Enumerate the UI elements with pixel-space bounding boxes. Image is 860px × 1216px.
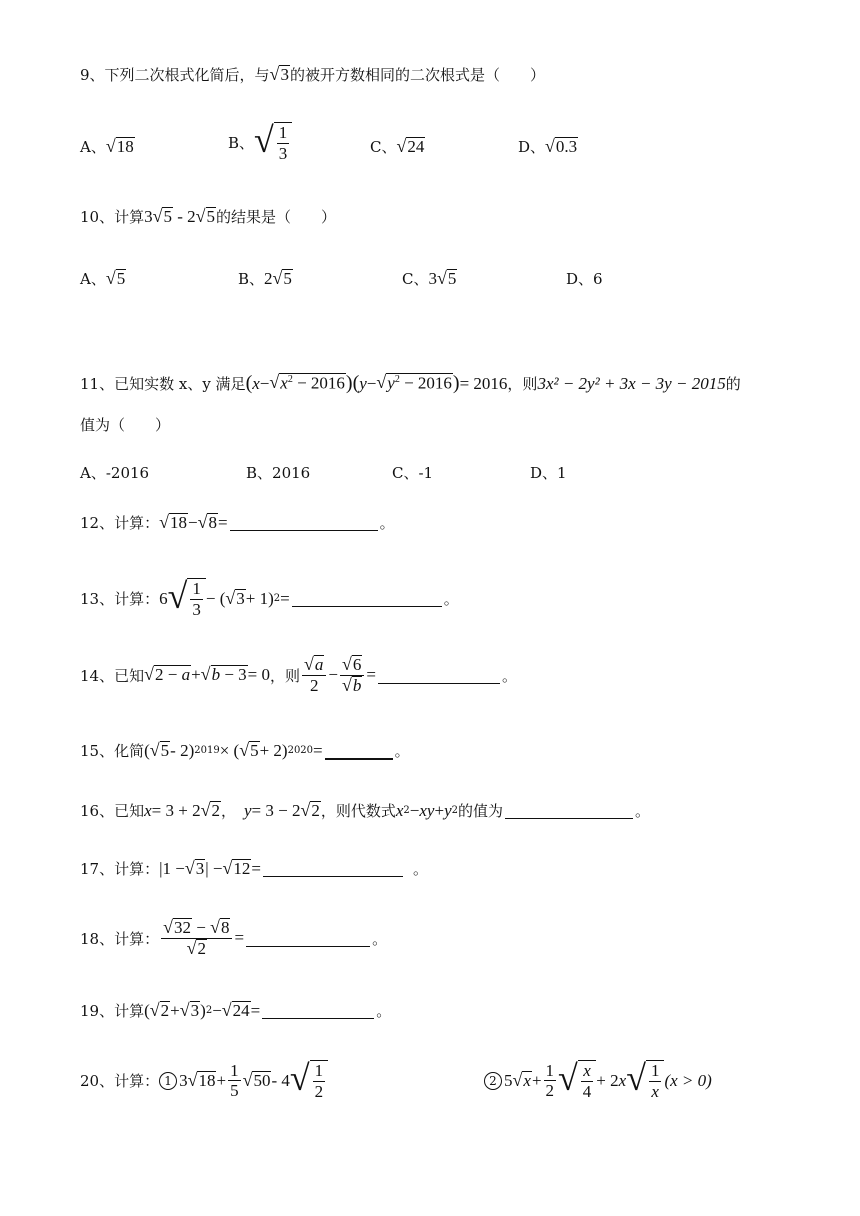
question-20-part-1: 20、计算： 1 3 √ 18 + $\frac{1}{5}$ √ 50 - 4 √ $\frac{1}{2}$ bbox=[80, 1060, 328, 1101]
question-17: 17、计算： |1 − √ 3 | − √ 12 = 。 bbox=[80, 857, 428, 878]
question-10: 10、计算 3 √ 5 - 2 √ 5 的结果是（ ） bbox=[80, 205, 337, 226]
q11-option-b[interactable]: B、2016 bbox=[246, 464, 311, 482]
circled-number-2: 2 bbox=[484, 1072, 502, 1090]
q14-answer-blank[interactable] bbox=[378, 667, 500, 684]
question-16: 16、已知 x = 3 + 2 √ 2 ， y = 3 − 2 √ 2 ，则代数式 x 2 − xy + y 2 的值为 。 bbox=[80, 799, 651, 820]
question-20-part-2: 2 5 √ x + $\frac{1}{2}$ √ $\frac{x}{4}$ + 2 x √ $\frac{1}{x}$ (x > 0) bbox=[484, 1060, 712, 1101]
question-18: 18、计算： √ 32 − √ 8 √ 2 = 。 bbox=[80, 917, 388, 958]
q11-option-c[interactable]: C、-1 bbox=[392, 464, 434, 482]
q9-option-a[interactable]: A、 √ 18 bbox=[80, 135, 134, 156]
q10-option-a[interactable]: A、 √ 5 bbox=[80, 267, 126, 288]
question-15: 15、化简 ( √ 5 - 2) 2019 × ( √ 5 + 2) 2020 = 。 bbox=[80, 739, 410, 760]
q9-option-d[interactable]: D、 √ 0.3 bbox=[518, 135, 578, 156]
q13-answer-blank[interactable] bbox=[292, 590, 442, 607]
q10-option-d[interactable]: D、 6 bbox=[566, 269, 603, 288]
question-12: 12、计算： √ 18 − √ 8 = 。 bbox=[80, 511, 395, 532]
q11-option-d[interactable]: D、1 bbox=[530, 464, 567, 482]
q17-answer-blank[interactable] bbox=[263, 860, 403, 877]
q9-prefix: 9、下列二次根式化简后，与 bbox=[80, 66, 270, 84]
q12-answer-blank[interactable] bbox=[230, 514, 378, 531]
q15-answer-blank[interactable] bbox=[325, 742, 393, 760]
question-9 bbox=[80, 64, 545, 85]
question-19: 19、计算 ( √ 2 + √ 3 ) 2 − √ 24 = 。 bbox=[80, 999, 392, 1020]
q9-suffix: 的被开方数相同的二次根式是（ ） bbox=[289, 66, 545, 84]
q11-option-a[interactable]: A、-2016 bbox=[80, 464, 150, 482]
q9-option-c[interactable]: C、 √ 24 bbox=[370, 135, 425, 156]
q9-option-b[interactable]: B、 √ $\frac{1}{3}$ bbox=[228, 122, 292, 163]
q16-answer-blank[interactable] bbox=[505, 802, 633, 819]
q18-answer-blank[interactable] bbox=[246, 930, 370, 947]
q10-option-c[interactable]: C、 3 √ 5 bbox=[402, 267, 457, 288]
question-11: 11、已知实数 x、y 满足 ( x − √ $x^2 - 2016$ )( y − √ $y^2 - 2016$ ) = 2016 ，则 3x² − 2y² + 3x − 3y − 2015 的 bbox=[80, 372, 741, 394]
sqrt-3: √ 3 bbox=[269, 63, 289, 84]
q10-option-b[interactable]: B、 2 √ 5 bbox=[238, 267, 292, 288]
q11-line2: 值为（ ） bbox=[80, 416, 171, 434]
question-13: 13、计算： 6 √ $\frac{1}{3}$ − ( √ 3 + 1) 2 = 。 bbox=[80, 576, 459, 619]
circled-number-1: 1 bbox=[159, 1072, 177, 1090]
question-14: 14、已知 √ 2 − a + √ b − 3 = 0 ，则 √ a 2 − √ 6 √ b = 。 bbox=[80, 654, 517, 695]
q19-answer-blank[interactable] bbox=[262, 1002, 374, 1019]
